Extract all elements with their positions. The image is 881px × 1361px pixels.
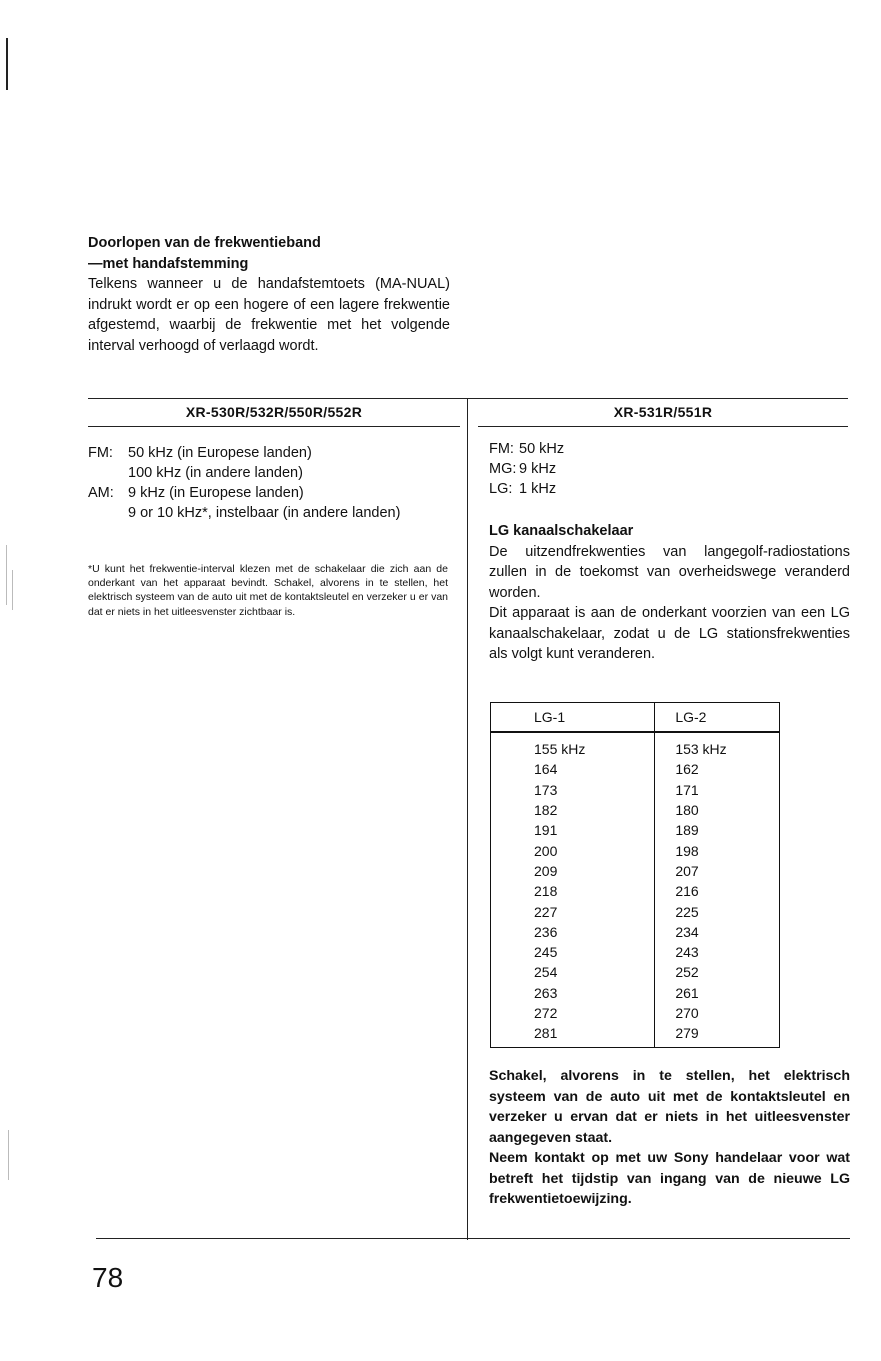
right-spec-list [489, 439, 789, 499]
table-row [491, 901, 780, 921]
table-row [491, 1003, 780, 1023]
lg2-cell: 279 [655, 1023, 780, 1048]
paragraph: Schakel, alvorens in te stellen, het elektrisch systeem van de auto uit met de kontaktsleutel en verzeker u ervan dat er niets in het uitleesvenster aangegeven staat. [489, 1068, 850, 1146]
lg2-cell: 261 [655, 983, 780, 1003]
lg1-cell: 263 [534, 984, 558, 1001]
lg2-cell: 180 [655, 800, 780, 820]
paragraph: Dit apparaat is aan de onderkant voorzien van een LG kanaalschakelaar, zodat u de LG stationsfrekwenties als volgt kunt veranderen. [489, 605, 850, 662]
table-row [491, 1023, 780, 1048]
am-value-1: 9 kHz (in Europese landen) [128, 485, 304, 501]
intro-subheading: —met handafstemming [88, 255, 249, 272]
lg1-cell: 272 [534, 1005, 558, 1021]
left-spec-list [88, 443, 448, 523]
footnote: *U kunt het frekwentie-interval klezen met de schakelaar die zich aan de onderkant van het apparaat bevindt. Schakel, alvorens in te stellen, het elektrisch systeem van de auto uit met de kontaktsleutel en verzeker u er van dat er niets in het uitleesvenster zichtbaar is. [88, 563, 448, 618]
lg1-cell: 209 [534, 862, 558, 879]
fm-value-1: 50 kHz (in Europese landen) [128, 445, 312, 461]
lg1-cell: 281 [534, 1025, 558, 1042]
lg1-cell: 182 [534, 802, 558, 819]
lg2-cell: 153 kHz [655, 732, 780, 759]
fm-value: 50 kHz [519, 441, 565, 457]
lg1-cell: 245 [534, 944, 558, 961]
page-number: 78 [92, 1262, 124, 1293]
am-value-2: 9 or 10 kHz*, instelbaar (in andere landen) [128, 505, 401, 521]
table-row [491, 922, 780, 942]
lg1-cell: 254 [534, 964, 558, 981]
lg2-cell: 225 [655, 901, 780, 921]
lg2-cell: 243 [655, 942, 780, 962]
lg1-cell: 191 [534, 822, 558, 839]
lg1-cell: 236 [534, 923, 558, 940]
intro-section [88, 233, 450, 356]
table-row [491, 732, 780, 759]
lg1-cell: 155 kHz [534, 741, 586, 758]
bottom-rule [96, 1238, 850, 1239]
lg-notes [489, 1066, 850, 1210]
table-row [491, 942, 780, 962]
table-row [491, 780, 780, 800]
left-column-header: XR-530R/532R/550R/552R [185, 404, 363, 420]
lg-label: LG: [489, 481, 513, 497]
mg-value: 9 kHz [519, 461, 557, 477]
section-title: LG kanaalschakelaar [489, 523, 634, 539]
lg2-cell: 234 [655, 922, 780, 942]
table-row [491, 881, 780, 901]
lg2-cell: 216 [655, 881, 780, 901]
lg-section [489, 521, 850, 665]
intro-heading: Doorlopen van de frekwentieband [88, 235, 321, 251]
lg1-cell: 173 [534, 781, 558, 798]
intro-body: Telkens wanneer u de handafstemtoets (MA-NUAL) indrukt wordt er op een hogere of een lagere frekwentie afgestemd, waarbij de frekwentie met het volgende interval verhoogd of verlaagd wordt. [88, 276, 450, 354]
am-label: AM: [88, 485, 114, 501]
lg-value: 1 kHz [519, 481, 557, 497]
paragraph: De uitzendfrekwenties van langegolf-radiostations zullen in de toekomst van overheidswege veranderd worden. [489, 543, 850, 601]
table-row [491, 840, 780, 860]
fm-label: FM: [88, 445, 113, 461]
lg1-cell: 218 [534, 883, 558, 900]
right-column-header: XR-531R/551R [613, 404, 713, 420]
fm-label: FM: [489, 441, 514, 457]
lg-frequency-table [490, 702, 780, 1048]
lg1-cell: 227 [534, 903, 558, 920]
paragraph: Neem kontakt op met uw Sony handelaar voor wat betreft het tijdstip van ingang van de nieuwe LG frekwentietoewijzing. [489, 1150, 850, 1207]
left-header-rule [88, 426, 460, 427]
lg2-cell: 270 [655, 1003, 780, 1023]
crop-mark [6, 38, 8, 90]
table-row [491, 983, 780, 1003]
lg2-cell: 189 [655, 820, 780, 840]
lg2-cell: 207 [655, 861, 780, 881]
lg1-cell: 164 [534, 761, 558, 778]
table-row [491, 800, 780, 820]
lg2-cell: 198 [655, 840, 780, 860]
column-header-lg1: LG-1 [491, 703, 655, 733]
scan-edge-mark [6, 545, 7, 605]
lg1-cell: 200 [534, 842, 558, 859]
table-row [491, 820, 780, 840]
table-header-row [491, 703, 780, 733]
table-row [491, 759, 780, 779]
column-divider [467, 398, 468, 1240]
lg2-cell: 252 [655, 962, 780, 982]
lg2-cell: 162 [655, 759, 780, 779]
top-rule [88, 398, 848, 399]
mg-label: MG: [489, 461, 517, 477]
scan-edge-mark [8, 1130, 9, 1180]
fm-value-2: 100 kHz (in andere landen) [128, 465, 303, 481]
scan-edge-mark [12, 570, 13, 610]
table-row [491, 861, 780, 881]
lg2-cell: 171 [655, 780, 780, 800]
column-header-lg2: LG-2 [655, 703, 780, 733]
right-header-rule [478, 426, 848, 427]
table-row [491, 962, 780, 982]
